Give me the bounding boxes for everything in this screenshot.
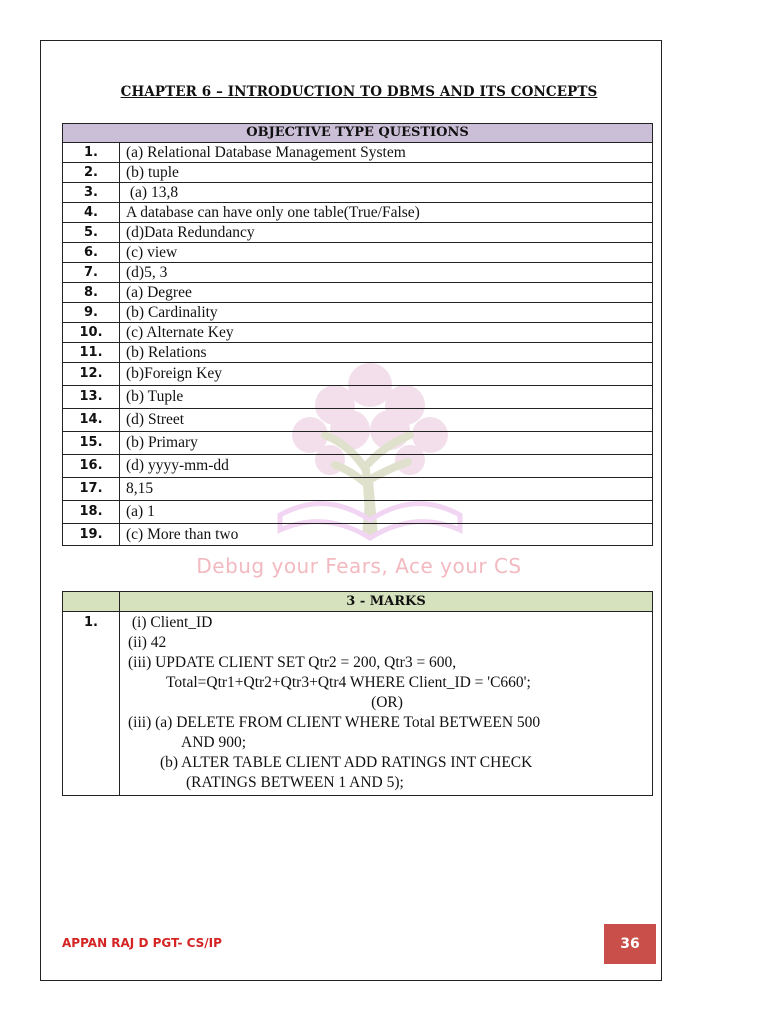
table-row — [63, 243, 653, 263]
table-row — [63, 524, 653, 546]
question-number: 19. — [63, 524, 120, 546]
answer-text: (a) 13,8 — [120, 183, 653, 203]
table-row — [63, 283, 653, 303]
answer-text: (d) yyyy-mm-dd — [120, 455, 653, 478]
question-number: 16. — [63, 455, 120, 478]
objective-header-row — [63, 124, 653, 143]
table-row — [63, 478, 653, 501]
table-row — [63, 386, 653, 409]
answer-block — [120, 612, 653, 796]
answer-line: (b) ALTER TABLE CLIENT ADD RATINGS INT CHECK — [160, 754, 533, 771]
answer-text: (d)5, 3 — [120, 263, 653, 283]
answer-line: (OR) — [371, 694, 403, 711]
three-marks-table — [62, 591, 653, 796]
page-number: 36 — [604, 924, 656, 964]
table-row — [63, 223, 653, 243]
table-row — [63, 432, 653, 455]
table-row — [63, 323, 653, 343]
answer-text: (b) tuple — [120, 163, 653, 183]
question-number: 1. — [63, 612, 120, 796]
table-row — [63, 363, 653, 386]
question-number: 14. — [63, 409, 120, 432]
marks-header: 3 - MARKS — [120, 592, 653, 612]
objective-questions-table — [62, 123, 653, 546]
table-row — [63, 163, 653, 183]
answer-text: (c) Alternate Key — [120, 323, 653, 343]
answer-line: (iii) UPDATE CLIENT SET Qtr2 = 200, Qtr3 = 600, — [128, 654, 457, 671]
answer-text: (a) Relational Database Management System — [120, 143, 653, 163]
table-row — [63, 343, 653, 363]
answer-text: (b) Primary — [120, 432, 653, 455]
question-number: 15. — [63, 432, 120, 455]
answer-line: (ii) 42 — [128, 634, 167, 651]
answer-text: (b) Tuple — [120, 386, 653, 409]
table-row — [63, 455, 653, 478]
table-row — [63, 409, 653, 432]
question-number: 5. — [63, 223, 120, 243]
chapter-title: CHAPTER 6 – INTRODUCTION TO DBMS AND ITS CONCEPTS — [120, 84, 598, 100]
marks-header-row — [63, 592, 653, 612]
question-number: 13. — [63, 386, 120, 409]
table-row — [63, 143, 653, 163]
answer-text: A database can have only one table(True/False) — [120, 203, 653, 223]
question-number: 9. — [63, 303, 120, 323]
question-number: 3. — [63, 183, 120, 203]
answer-text: (c) More than two — [120, 524, 653, 546]
answer-text: (d)Data Redundancy — [120, 223, 653, 243]
question-number: 10. — [63, 323, 120, 343]
answer-text: (c) view — [120, 243, 653, 263]
answer-line: Total=Qtr1+Qtr2+Qtr3+Qtr4 WHERE Client_ID = 'C660'; — [166, 674, 531, 691]
table-row — [63, 263, 653, 283]
question-number: 18. — [63, 501, 120, 524]
answer-text: (b) Cardinality — [120, 303, 653, 323]
question-number: 17. — [63, 478, 120, 501]
question-number: 7. — [63, 263, 120, 283]
table-row — [63, 612, 653, 796]
objective-header: OBJECTIVE TYPE QUESTIONS — [63, 124, 653, 143]
answer-line: AND 900; — [181, 734, 247, 751]
answer-text: (a) 1 — [120, 501, 653, 524]
marks-header-blank — [63, 592, 120, 612]
answer-text: (a) Degree — [120, 283, 653, 303]
answer-line: (RATINGS BETWEEN 1 AND 5); — [186, 774, 404, 791]
answer-text: 8,15 — [120, 478, 653, 501]
question-number: 4. — [63, 203, 120, 223]
table-row — [63, 303, 653, 323]
question-number: 1. — [63, 143, 120, 163]
answer-text: (b)Foreign Key — [120, 363, 653, 386]
footer-author: APPAN RAJ D PGT- CS/IP — [62, 936, 222, 950]
answer-line: (iii) (a) DELETE FROM CLIENT WHERE Total BETWEEN 500 — [128, 714, 541, 731]
question-number: 8. — [63, 283, 120, 303]
answer-text: (d) Street — [120, 409, 653, 432]
table-row — [63, 203, 653, 223]
tagline-watermark: Debug your Fears, Ace your CS — [196, 554, 522, 578]
table-row — [63, 501, 653, 524]
answer-line: (i) Client_ID — [128, 614, 213, 631]
table-row — [63, 183, 653, 203]
question-number: 2. — [63, 163, 120, 183]
question-number: 11. — [63, 343, 120, 363]
question-number: 6. — [63, 243, 120, 263]
answer-text: (b) Relations — [120, 343, 653, 363]
question-number: 12. — [63, 363, 120, 386]
